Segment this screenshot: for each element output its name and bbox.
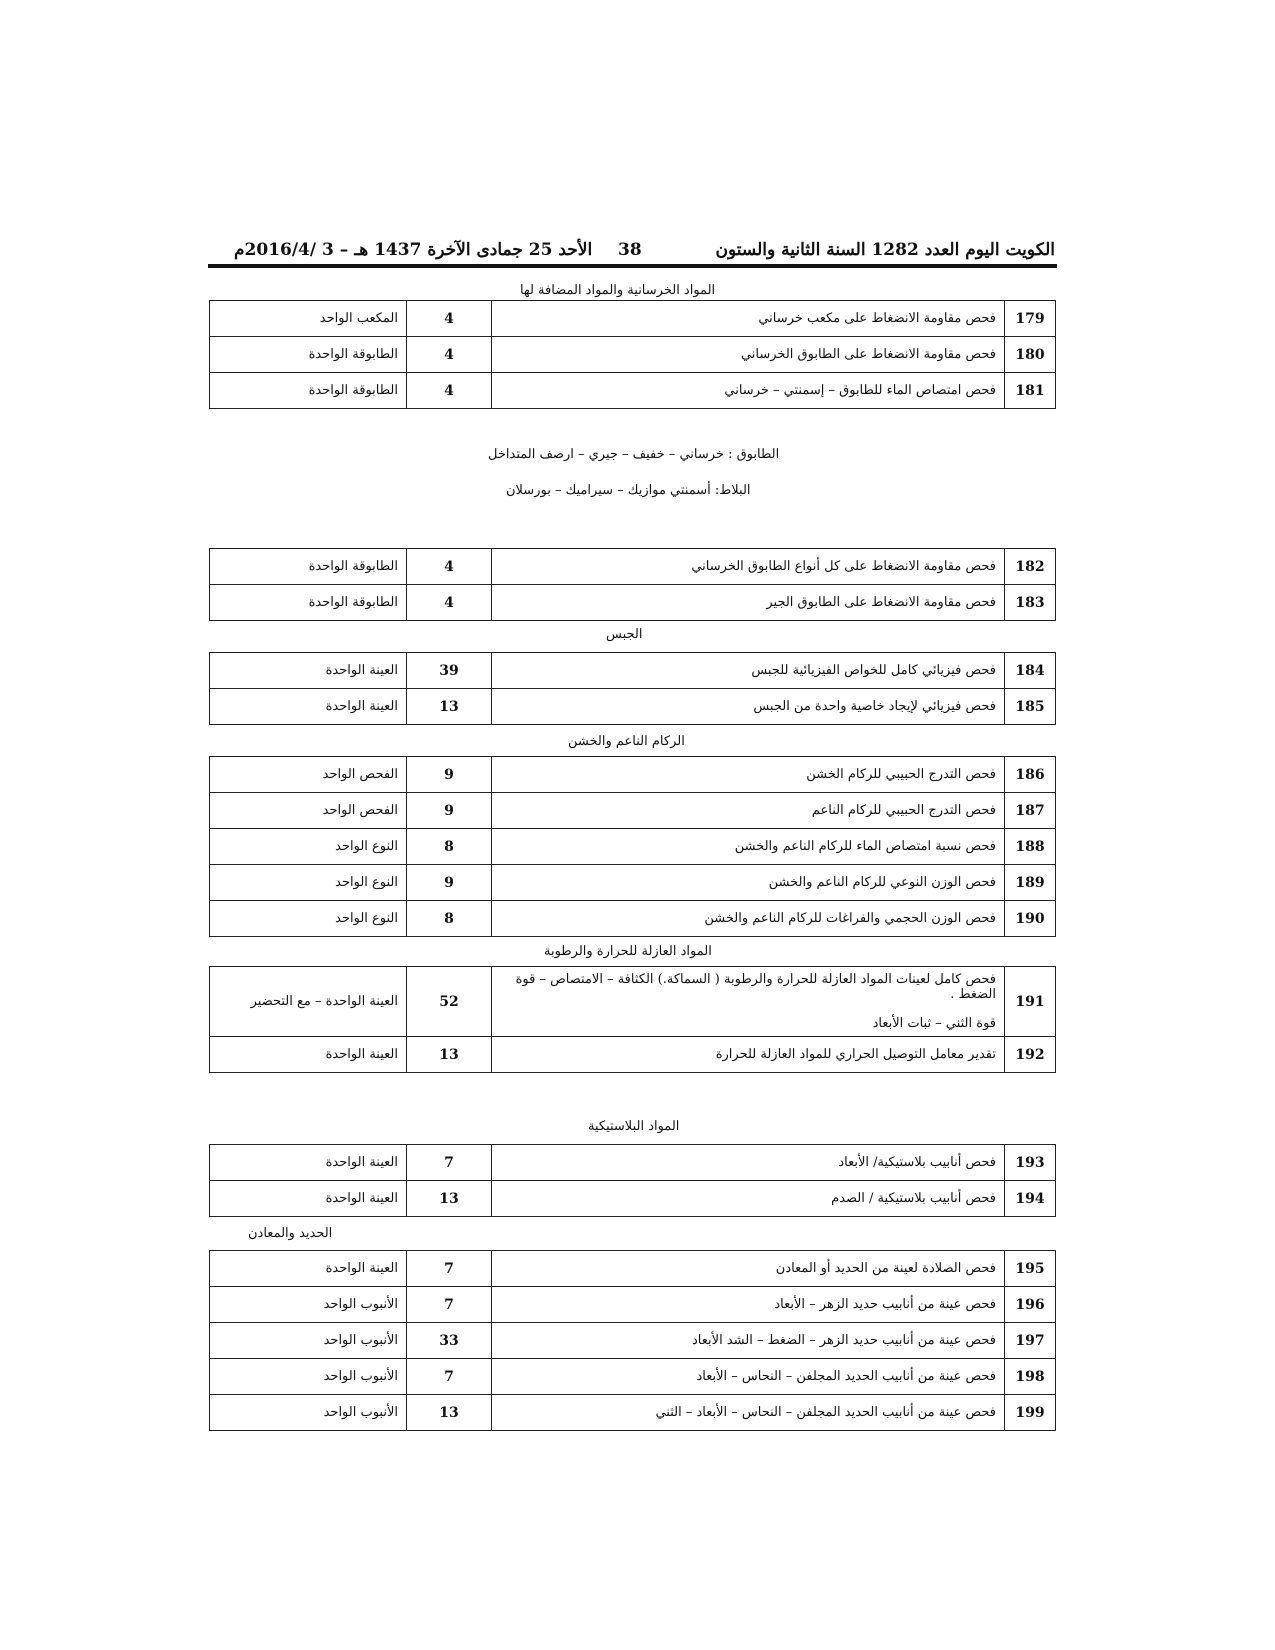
item-number-cell: 184	[1005, 653, 1056, 689]
page-header	[208, 236, 1055, 266]
note-brick-types: الطابوق : خرساني – خفيف – جيري – ارصف المتداخل	[488, 447, 780, 462]
table-bricks	[209, 548, 1056, 621]
description-cell	[492, 653, 1005, 689]
unit-cell: العينة الواحدة – مع التحضير	[210, 967, 407, 1037]
header-rule	[208, 264, 1057, 268]
description-cell	[492, 301, 1005, 337]
unit-cell: الأنبوب الواحد	[210, 1287, 407, 1323]
table-row	[210, 549, 1056, 585]
unit-cell: النوع الواحد	[210, 829, 407, 865]
note-tile-types: البلاط: أسمنتي موازيك – سيراميك – بورسلان	[506, 483, 751, 498]
description-text: فحص مقاومة الانضغاط على كل أنواع الطابوق الخرساني	[691, 559, 996, 574]
description-cell	[492, 901, 1005, 937]
item-number-cell: 196	[1005, 1287, 1056, 1323]
description-cell	[492, 689, 1005, 725]
table-row	[210, 653, 1056, 689]
description-cell	[492, 1359, 1005, 1395]
description-cell	[492, 793, 1005, 829]
unit-cell: النوع الواحد	[210, 865, 407, 901]
table-row	[210, 829, 1056, 865]
unit-cell: العينة الواحدة	[210, 1037, 407, 1073]
price-cell: 9	[407, 757, 492, 793]
price-cell: 8	[407, 901, 492, 937]
table-row	[210, 1145, 1056, 1181]
section-aggregate: الركام الناعم والخشن	[568, 734, 685, 749]
table-row	[210, 901, 1056, 937]
description-text: فحص كامل لعينات المواد العازلة للحرارة والرطوبة ( السماكة.) الكثافة – الامتصاص – قوة الضغط .	[515, 972, 996, 1002]
item-number-cell: 186	[1005, 757, 1056, 793]
price-cell: 4	[407, 373, 492, 409]
unit-cell: الطابوقة الواحدة	[210, 549, 407, 585]
item-number-cell: 197	[1005, 1323, 1056, 1359]
price-cell: 52	[407, 967, 492, 1037]
price-cell: 13	[407, 689, 492, 725]
unit-cell: الأنبوب الواحد	[210, 1395, 407, 1431]
price-cell: 4	[407, 337, 492, 373]
item-number-cell: 180	[1005, 337, 1056, 373]
table-row	[210, 373, 1056, 409]
description-text: فحص عينة من أنابيب الحديد المجلفن – النحاس – الأبعاد – الثني	[655, 1405, 996, 1420]
description-cell	[492, 549, 1005, 585]
price-cell: 9	[407, 793, 492, 829]
description-cell	[492, 1323, 1005, 1359]
table-row	[210, 757, 1056, 793]
price-cell: 4	[407, 549, 492, 585]
item-number-cell: 189	[1005, 865, 1056, 901]
table-row	[210, 1323, 1056, 1359]
item-number-cell: 188	[1005, 829, 1056, 865]
unit-cell: الطابوقة الواحدة	[210, 337, 407, 373]
table-aggregate	[209, 756, 1056, 937]
item-number-cell: 179	[1005, 301, 1056, 337]
unit-cell: الفحص الواحد	[210, 793, 407, 829]
price-cell: 7	[407, 1251, 492, 1287]
unit-cell: العينة الواحدة	[210, 653, 407, 689]
table-row	[210, 585, 1056, 621]
description-cell	[492, 373, 1005, 409]
item-number-cell: 181	[1005, 373, 1056, 409]
price-cell: 8	[407, 829, 492, 865]
table-row	[210, 1181, 1056, 1217]
item-number-cell: 182	[1005, 549, 1056, 585]
item-number-cell: 185	[1005, 689, 1056, 725]
description-text: فحص الوزن النوعي للركام الناعم والخشن	[768, 875, 996, 890]
table-row	[210, 1395, 1056, 1431]
description-cell	[492, 1395, 1005, 1431]
description-cell	[492, 1037, 1005, 1073]
unit-cell: العينة الواحدة	[210, 1145, 407, 1181]
description-text: فحص الوزن الحجمي والفراغات للركام الناعم والخشن	[704, 911, 996, 926]
description-text: فحص التدرج الحبيبي للركام الناعم	[811, 803, 996, 818]
description-cell	[492, 1181, 1005, 1217]
section-gypsum: الجبس	[606, 627, 643, 642]
description-cell	[492, 829, 1005, 865]
description-cell	[492, 585, 1005, 621]
description-text: فحص عينة من أنابيب الحديد المجلفن – النحاس – الأبعاد	[696, 1369, 996, 1384]
description-cell	[492, 1251, 1005, 1287]
item-number-cell: 187	[1005, 793, 1056, 829]
description-text: فحص فيزيائي كامل للخواص الفيزيائية للجبس	[751, 663, 996, 678]
description-text: فحص نسبة امتصاص الماء للركام الناعم والخشن	[734, 839, 996, 854]
price-cell: 4	[407, 585, 492, 621]
table-row	[210, 865, 1056, 901]
item-number-cell: 191	[1005, 967, 1056, 1037]
table-row	[210, 1287, 1056, 1323]
price-cell: 13	[407, 1037, 492, 1073]
description-text: فحص فيزيائي لإيجاد خاصية واحدة من الجبس	[753, 699, 996, 714]
description-text: فحص مقاومة الانضغاط على مكعب خرساني	[758, 311, 996, 326]
table-plastic	[209, 1144, 1056, 1217]
item-number-cell: 199	[1005, 1395, 1056, 1431]
table-metals	[209, 1250, 1056, 1431]
section-metals: الحديد والمعادن	[248, 1226, 333, 1241]
price-cell: 39	[407, 653, 492, 689]
table-gypsum	[209, 652, 1056, 725]
price-cell: 7	[407, 1145, 492, 1181]
description-cell	[492, 865, 1005, 901]
table-row	[210, 1359, 1056, 1395]
description-cell	[492, 1287, 1005, 1323]
price-cell: 4	[407, 301, 492, 337]
description-text: فحص مقاومة الانضغاط على الطابوق الجير	[766, 595, 996, 610]
description-text: فحص امتصاص الماء للطابوق – إسمنتي – خرساني	[724, 383, 996, 398]
unit-cell: الطابوقة الواحدة	[210, 585, 407, 621]
item-number-cell: 193	[1005, 1145, 1056, 1181]
item-number-cell: 194	[1005, 1181, 1056, 1217]
table-row	[210, 337, 1056, 373]
table-row	[210, 689, 1056, 725]
price-cell: 33	[407, 1323, 492, 1359]
unit-cell: الطابوقة الواحدة	[210, 373, 407, 409]
item-number-cell: 183	[1005, 585, 1056, 621]
table-row	[210, 967, 1056, 1037]
description-cell	[492, 1145, 1005, 1181]
unit-cell: العينة الواحدة	[210, 1181, 407, 1217]
description-text: فحص عينة من أنابيب حديد الزهر – الأبعاد	[774, 1297, 996, 1312]
description-cell	[492, 337, 1005, 373]
description-text: فحص عينة من أنابيب حديد الزهر – الضغط – الشد الأبعاد	[692, 1333, 996, 1348]
unit-cell: العينة الواحدة	[210, 1251, 407, 1287]
unit-cell: المكعب الواحد	[210, 301, 407, 337]
unit-cell: الأنبوب الواحد	[210, 1323, 407, 1359]
table-row	[210, 1037, 1056, 1073]
table-row	[210, 301, 1056, 337]
description-text-line2: قوة الثني – ثبات الأبعاد	[872, 1016, 996, 1031]
section-plastic: المواد البلاستيكية	[588, 1119, 680, 1134]
description-text: فحص التدرج الحبيبي للركام الخشن	[806, 767, 996, 782]
description-text: فحص أنابيب بلاستيكية/ الأبعاد	[838, 1155, 996, 1170]
section-concrete: المواد الخرسانية والمواد المضافة لها	[520, 283, 716, 298]
description-text: فحص أنابيب بلاستيكية / الصدم	[831, 1191, 996, 1206]
description-text: تقدير معامل التوصيل الحراري للمواد العازلة للحرارة	[715, 1047, 996, 1062]
page-number: 38	[618, 240, 642, 260]
table-row	[210, 793, 1056, 829]
unit-cell: الفحص الواحد	[210, 757, 407, 793]
item-number-cell: 192	[1005, 1037, 1056, 1073]
unit-cell: النوع الواحد	[210, 901, 407, 937]
item-number-cell: 190	[1005, 901, 1056, 937]
price-cell: 13	[407, 1395, 492, 1431]
item-number-cell: 195	[1005, 1251, 1056, 1287]
table-row	[210, 1251, 1056, 1287]
table-insulation	[209, 966, 1056, 1073]
unit-cell: العينة الواحدة	[210, 689, 407, 725]
description-text: فحص الصلادة لعينة من الحديد أو المعادن	[775, 1261, 996, 1276]
section-insulation: المواد العازلة للحرارة والرطوبة	[544, 944, 712, 959]
price-cell: 9	[407, 865, 492, 901]
unit-cell: الأنبوب الواحد	[210, 1359, 407, 1395]
table-concrete	[209, 300, 1056, 409]
description-cell	[492, 967, 1005, 1037]
header-date: الأحد 25 جمادى الآخرة 1437 هـ – 3 /2016/4م	[234, 240, 593, 260]
price-cell: 13	[407, 1181, 492, 1217]
price-cell: 7	[407, 1287, 492, 1323]
price-cell: 7	[407, 1359, 492, 1395]
description-cell	[492, 757, 1005, 793]
item-number-cell: 198	[1005, 1359, 1056, 1395]
header-issue: الكويت اليوم العدد 1282 السنة الثانية والستون	[715, 240, 1055, 260]
description-text: فحص مقاومة الانضغاط على الطابوق الخرساني	[740, 347, 996, 362]
